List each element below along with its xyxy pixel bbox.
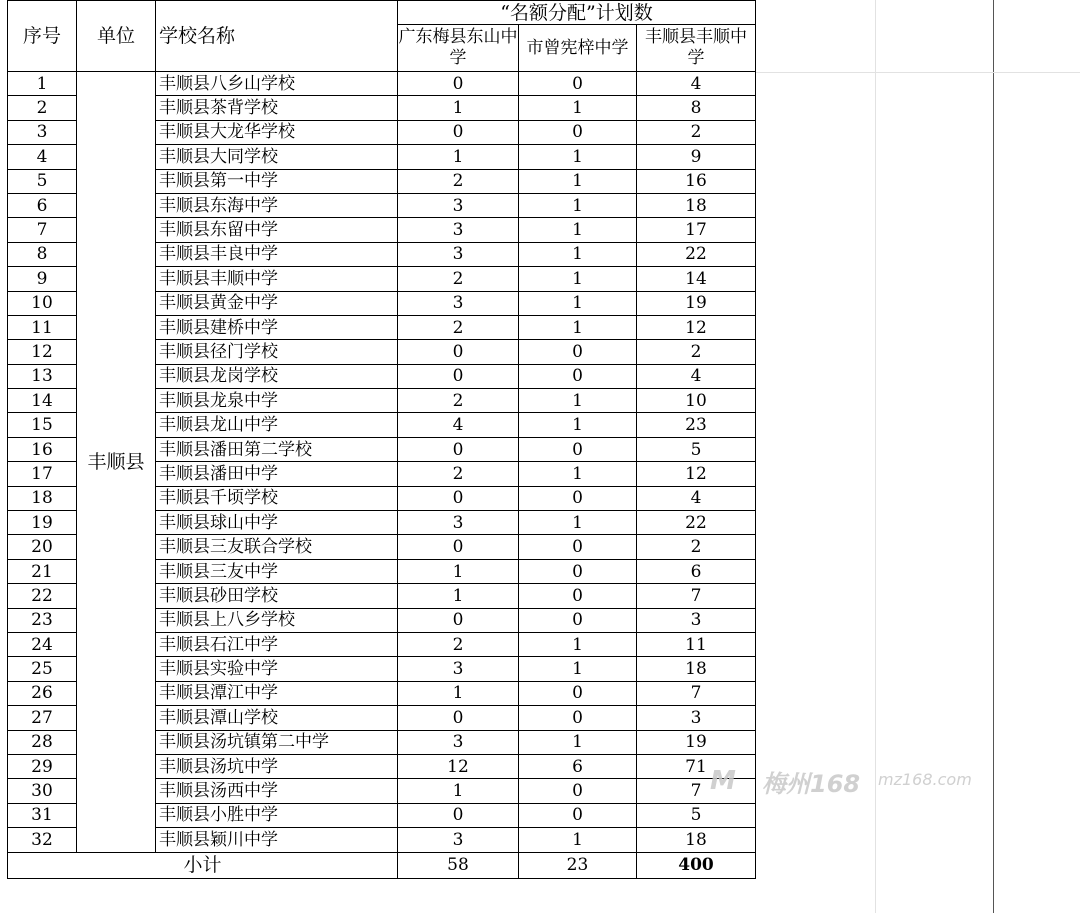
quota-fengshun: 12	[637, 462, 756, 486]
quota-zengxianzi: 1	[519, 389, 637, 413]
row-number: 3	[8, 120, 77, 144]
quota-dongshan: 0	[398, 340, 519, 364]
watermark	[710, 764, 990, 798]
quota-zengxianzi: 1	[519, 632, 637, 656]
quota-dongshan: 1	[398, 145, 519, 169]
row-number: 20	[8, 535, 77, 559]
quota-fengshun: 3	[637, 706, 756, 730]
school-name: 丰顺县汤坑中学	[156, 754, 398, 778]
grid-line	[755, 72, 1080, 73]
quota-dongshan: 1	[398, 559, 519, 583]
quota-dongshan: 12	[398, 754, 519, 778]
quota-zengxianzi: 0	[519, 559, 637, 583]
quota-dongshan: 0	[398, 706, 519, 730]
row-number: 11	[8, 315, 77, 339]
quota-dongshan: 3	[398, 218, 519, 242]
school-name: 丰顺县东留中学	[156, 218, 398, 242]
quota-zengxianzi: 1	[519, 145, 637, 169]
quota-zengxianzi: 0	[519, 803, 637, 827]
school-name: 丰顺县径门学校	[156, 340, 398, 364]
quota-fengshun: 7	[637, 779, 756, 803]
school-name: 丰顺县大龙华学校	[156, 120, 398, 144]
quota-zengxianzi: 0	[519, 486, 637, 510]
quota-dongshan: 3	[398, 193, 519, 217]
row-number: 13	[8, 364, 77, 388]
quota-fengshun: 19	[637, 291, 756, 315]
school-name: 丰顺县龙岗学校	[156, 364, 398, 388]
quota-zengxianzi: 1	[519, 462, 637, 486]
quota-fengshun: 4	[637, 486, 756, 510]
quota-zengxianzi: 6	[519, 754, 637, 778]
subtotal-zengxianzi: 23	[519, 852, 637, 878]
school-name: 丰顺县汤西中学	[156, 779, 398, 803]
grid-line	[993, 0, 994, 913]
row-number: 28	[8, 730, 77, 754]
quota-zengxianzi: 1	[519, 828, 637, 852]
row-number: 16	[8, 437, 77, 461]
subtotal-row	[8, 852, 756, 878]
school-name: 丰顺县千顷学校	[156, 486, 398, 510]
school-name: 丰顺县丰良中学	[156, 242, 398, 266]
header-unit: 单位	[77, 1, 156, 72]
quota-fengshun: 19	[637, 730, 756, 754]
quota-fengshun: 3	[637, 608, 756, 632]
subtotal-dongshan: 58	[398, 852, 519, 878]
school-name: 丰顺县建桥中学	[156, 315, 398, 339]
row-number: 8	[8, 242, 77, 266]
quota-zengxianzi: 1	[519, 511, 637, 535]
quota-fengshun: 8	[637, 96, 756, 120]
quota-zengxianzi: 1	[519, 291, 637, 315]
quota-dongshan: 0	[398, 120, 519, 144]
row-number: 21	[8, 559, 77, 583]
quota-zengxianzi: 0	[519, 584, 637, 608]
quota-dongshan: 0	[398, 535, 519, 559]
watermark-url: mz168.com	[878, 770, 972, 789]
school-name: 丰顺县汤坑镇第二中学	[156, 730, 398, 754]
quota-dongshan: 0	[398, 486, 519, 510]
quota-zengxianzi: 0	[519, 340, 637, 364]
row-number: 4	[8, 145, 77, 169]
quota-zengxianzi: 0	[519, 779, 637, 803]
school-name: 丰顺县小胜中学	[156, 803, 398, 827]
quota-dongshan: 0	[398, 437, 519, 461]
quota-dongshan: 0	[398, 803, 519, 827]
school-name: 丰顺县龙泉中学	[156, 389, 398, 413]
row-number: 10	[8, 291, 77, 315]
quota-zengxianzi: 1	[519, 657, 637, 681]
quota-dongshan: 2	[398, 632, 519, 656]
school-name: 丰顺县第一中学	[156, 169, 398, 193]
watermark-logo: M	[710, 766, 736, 796]
school-name: 丰顺县黄金中学	[156, 291, 398, 315]
quota-zengxianzi: 1	[519, 315, 637, 339]
quota-fengshun: 2	[637, 535, 756, 559]
quota-fengshun: 16	[637, 169, 756, 193]
quota-dongshan: 2	[398, 267, 519, 291]
quota-fengshun: 22	[637, 511, 756, 535]
quota-dongshan: 3	[398, 730, 519, 754]
quota-zengxianzi: 1	[519, 169, 637, 193]
quota-dongshan: 2	[398, 315, 519, 339]
quota-zengxianzi: 0	[519, 72, 637, 96]
quota-dongshan: 3	[398, 511, 519, 535]
quota-dongshan: 1	[398, 96, 519, 120]
unit-cell: 丰顺县	[77, 72, 156, 853]
school-name: 丰顺县潘田中学	[156, 462, 398, 486]
quota-dongshan: 3	[398, 828, 519, 852]
row-number: 32	[8, 828, 77, 852]
quota-fengshun: 4	[637, 364, 756, 388]
quota-dongshan: 0	[398, 608, 519, 632]
subtotal-fengshun: 400	[637, 852, 756, 878]
quota-zengxianzi: 1	[519, 413, 637, 437]
school-name: 丰顺县茶背学校	[156, 96, 398, 120]
quota-zengxianzi: 0	[519, 706, 637, 730]
quota-dongshan: 1	[398, 681, 519, 705]
row-number: 29	[8, 754, 77, 778]
school-name: 丰顺县丰顺中学	[156, 267, 398, 291]
quota-zengxianzi: 0	[519, 681, 637, 705]
row-number: 25	[8, 657, 77, 681]
row-number: 2	[8, 96, 77, 120]
school-name: 丰顺县潘田第二学校	[156, 437, 398, 461]
row-number: 22	[8, 584, 77, 608]
quota-fengshun: 11	[637, 632, 756, 656]
quota-zengxianzi: 0	[519, 437, 637, 461]
row-number: 17	[8, 462, 77, 486]
quota-zengxianzi: 0	[519, 608, 637, 632]
quota-zengxianzi: 1	[519, 193, 637, 217]
quota-fengshun: 18	[637, 193, 756, 217]
quota-fengshun: 2	[637, 340, 756, 364]
row-number: 6	[8, 193, 77, 217]
quota-fengshun: 10	[637, 389, 756, 413]
quota-dongshan: 2	[398, 389, 519, 413]
row-number: 14	[8, 389, 77, 413]
quota-zengxianzi: 1	[519, 96, 637, 120]
row-number: 27	[8, 706, 77, 730]
watermark-text: 梅州168	[762, 770, 861, 798]
school-name: 丰顺县砂田学校	[156, 584, 398, 608]
row-number: 15	[8, 413, 77, 437]
header-school: 学校名称	[156, 1, 398, 72]
row-number: 24	[8, 632, 77, 656]
quota-fengshun: 5	[637, 437, 756, 461]
quota-dongshan: 2	[398, 169, 519, 193]
row-number: 19	[8, 511, 77, 535]
quota-fengshun: 17	[637, 218, 756, 242]
school-name: 丰顺县石江中学	[156, 632, 398, 656]
school-name: 丰顺县球山中学	[156, 511, 398, 535]
quota-fengshun: 7	[637, 584, 756, 608]
header-plan-title: “名额分配”计划数	[398, 1, 756, 25]
school-name: 丰顺县上八乡学校	[156, 608, 398, 632]
quota-dongshan: 2	[398, 462, 519, 486]
header-col-dongshan: 广东梅县东山中学	[398, 25, 519, 72]
quota-dongshan: 3	[398, 291, 519, 315]
quota-zengxianzi: 1	[519, 267, 637, 291]
school-name: 丰顺县三友联合学校	[156, 535, 398, 559]
quota-zengxianzi: 0	[519, 120, 637, 144]
school-name: 丰顺县大同学校	[156, 145, 398, 169]
row-number: 7	[8, 218, 77, 242]
school-name: 丰顺县龙山中学	[156, 413, 398, 437]
row-number: 18	[8, 486, 77, 510]
row-number: 1	[8, 72, 77, 96]
quota-dongshan: 0	[398, 72, 519, 96]
quota-zengxianzi: 0	[519, 364, 637, 388]
quota-dongshan: 3	[398, 657, 519, 681]
row-number: 30	[8, 779, 77, 803]
quota-dongshan: 1	[398, 584, 519, 608]
quota-fengshun: 9	[637, 145, 756, 169]
quota-fengshun: 23	[637, 413, 756, 437]
header-seq: 序号	[8, 1, 77, 72]
school-name: 丰顺县东海中学	[156, 193, 398, 217]
school-name: 丰顺县实验中学	[156, 657, 398, 681]
row-number: 5	[8, 169, 77, 193]
subtotal-label: 小计	[8, 852, 398, 878]
school-name: 丰顺县八乡山学校	[156, 72, 398, 96]
header-col-zengxianzi: 市曾宪梓中学	[519, 25, 637, 72]
quota-zengxianzi: 1	[519, 218, 637, 242]
quota-fengshun: 6	[637, 559, 756, 583]
quota-dongshan: 0	[398, 364, 519, 388]
row-number: 26	[8, 681, 77, 705]
school-name: 丰顺县潭山学校	[156, 706, 398, 730]
quota-fengshun: 5	[637, 803, 756, 827]
school-name: 丰顺县潭江中学	[156, 681, 398, 705]
quota-fengshun: 2	[637, 120, 756, 144]
quota-fengshun: 71	[637, 754, 756, 778]
quota-dongshan: 1	[398, 779, 519, 803]
row-number: 9	[8, 267, 77, 291]
quota-fengshun: 18	[637, 657, 756, 681]
quota-fengshun: 12	[637, 315, 756, 339]
school-name: 丰顺县颖川中学	[156, 828, 398, 852]
quota-fengshun: 7	[637, 681, 756, 705]
quota-dongshan: 4	[398, 413, 519, 437]
row-number: 12	[8, 340, 77, 364]
quota-fengshun: 14	[637, 267, 756, 291]
quota-zengxianzi: 0	[519, 535, 637, 559]
quota-table	[7, 0, 756, 879]
table-row	[8, 72, 756, 96]
quota-fengshun: 22	[637, 242, 756, 266]
school-name: 丰顺县三友中学	[156, 559, 398, 583]
header-col-fengshun: 丰顺县丰顺中学	[637, 25, 756, 72]
quota-zengxianzi: 1	[519, 730, 637, 754]
quota-dongshan: 3	[398, 242, 519, 266]
quota-fengshun: 4	[637, 72, 756, 96]
quota-zengxianzi: 1	[519, 242, 637, 266]
row-number: 31	[8, 803, 77, 827]
quota-fengshun: 18	[637, 828, 756, 852]
row-number: 23	[8, 608, 77, 632]
